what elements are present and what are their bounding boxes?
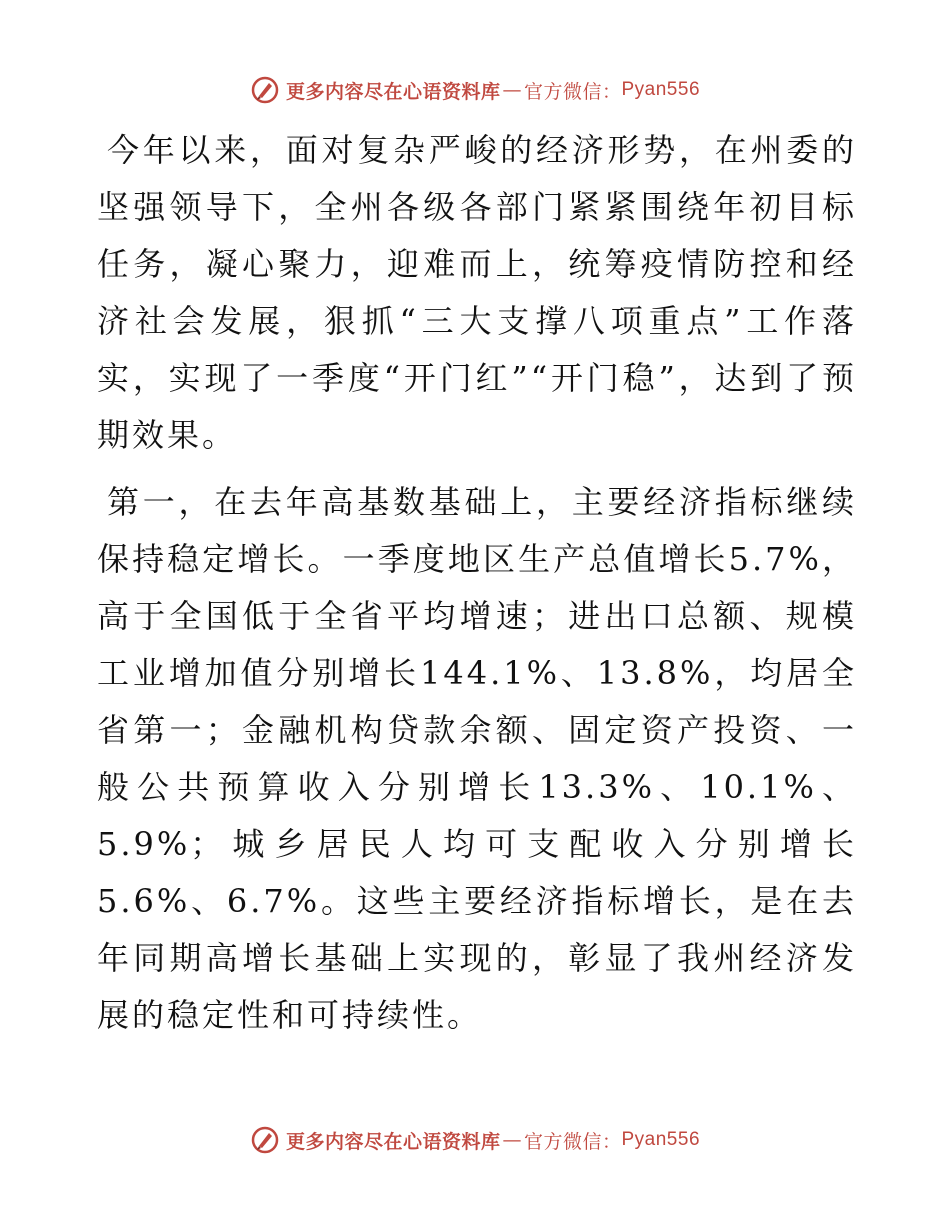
header-watermark xyxy=(0,70,950,110)
pen-logo-icon xyxy=(250,1125,280,1155)
watermark-wechat-id: Pyan556 xyxy=(621,1129,701,1150)
document-body xyxy=(97,122,857,1044)
watermark-dash: — xyxy=(502,79,522,101)
pen-logo-icon xyxy=(250,75,280,105)
paragraph-intro: 今年以来，面对复杂严峻的经济形势，在州委的坚强领导下，全州各级各部门紧紧围绕年初目标任务，凝心聚力，迎难而上，统筹疫情防控和经济社会发展，狠抓“三大支撑八项重点”工作落实，实现了一季度“开门红”“开门稳”，达到了预期效果。 xyxy=(97,131,857,454)
footer-watermark xyxy=(0,1120,950,1160)
watermark-dash: — xyxy=(502,1129,522,1151)
watermark-suffix: 官方微信： xyxy=(523,1130,622,1153)
paragraph-first-point: 第一，在去年高基数基础上，主要经济指标继续保持稳定增长。一季度地区生产总值增长5.7%，高于全国低于全省平均增速；进出口总额、规模工业增加值分别增长144.1%、13.8%，均居全省第一；金融机构贷款余额、固定资产投资、一般公共预算收入分别增长13.3%、10.1%、5.9%；城乡居民人均可支配收入分别增长5.6%、6.7%。这些主要经济指标增长，是在去年同期高增长基础上实现的，彰显了我州经济发展的稳定性和可持续性。 xyxy=(97,483,857,1034)
watermark-main-text: 更多内容尽在心语资料库 xyxy=(285,1130,501,1153)
watermark-wechat-id: Pyan556 xyxy=(621,79,701,100)
watermark-suffix: 官方微信： xyxy=(523,80,622,103)
watermark-main-text: 更多内容尽在心语资料库 xyxy=(285,80,501,103)
